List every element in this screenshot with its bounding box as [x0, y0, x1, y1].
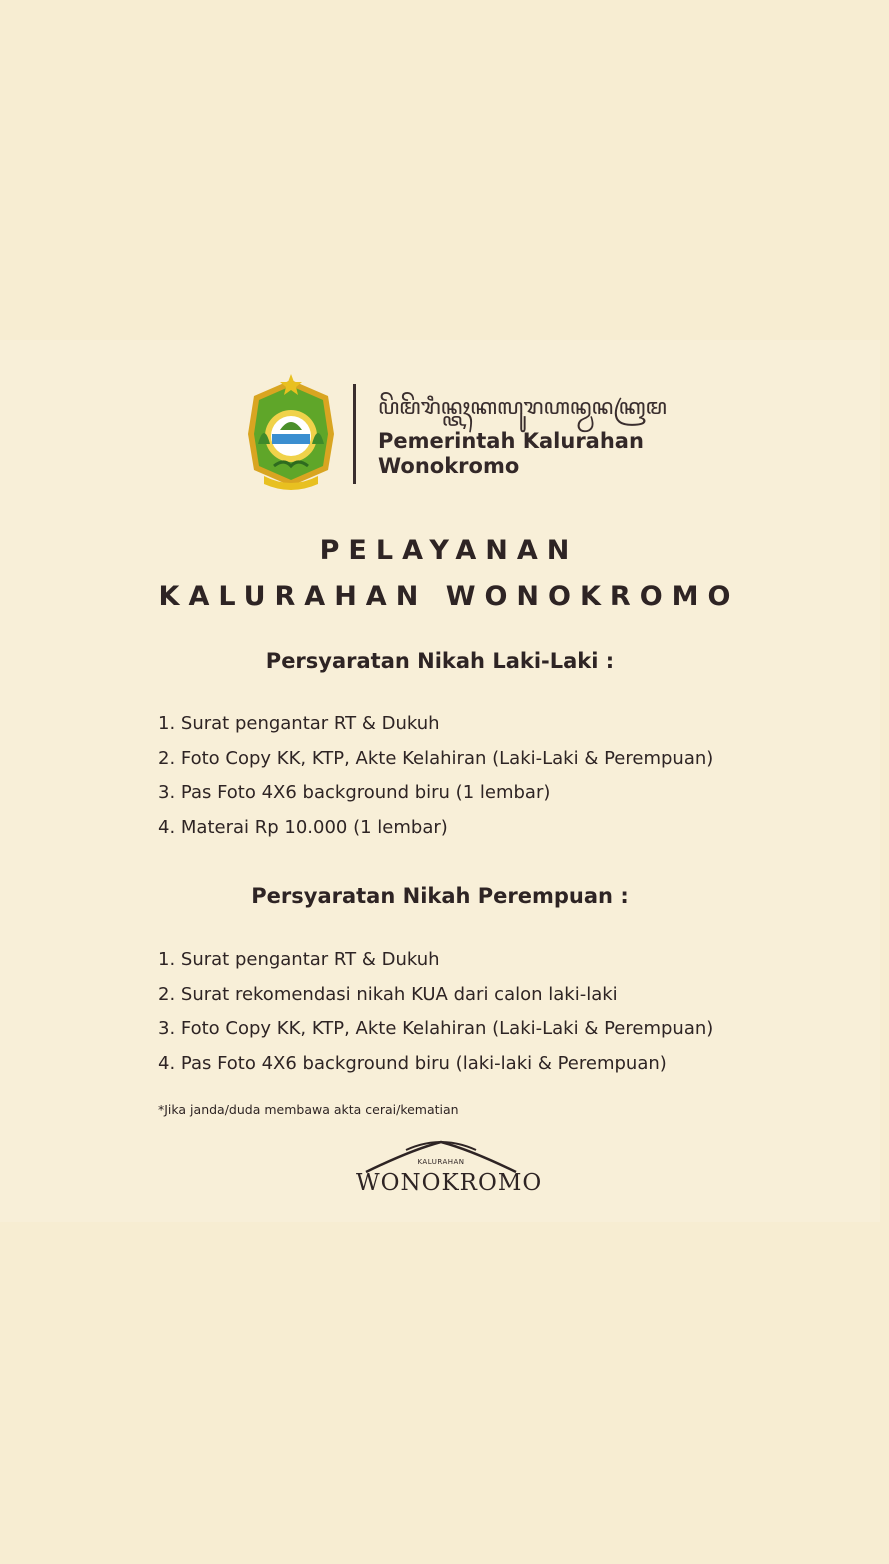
list-item: 2. Surat rekomendasi nikah KUA dari calon laki-laki [158, 983, 618, 1005]
government-name [378, 429, 644, 479]
header-divider [353, 384, 356, 484]
list-item: 4. Pas Foto 4X6 background biru (laki-laki & Perempuan) [158, 1052, 667, 1074]
footer-logo-big-text: WONOKROMO [356, 1170, 543, 1196]
page-title-line1: PELAYANAN [319, 535, 579, 566]
footnote: *Jika janda/duda membawa akta cerai/kematian [158, 1102, 459, 1117]
list-item: 3. Foto Copy KK, KTP, Akte Kelahiran (Laki-Laki & Perempuan) [158, 1018, 714, 1039]
header [244, 372, 667, 497]
male-requirements-heading: Persyaratan Nikah Laki-Laki : [265, 649, 615, 673]
list-item: 4. Materai Rp 10.000 (1 lembar) [158, 816, 448, 838]
regency-emblem-icon [244, 374, 338, 494]
javanese-script-icon [378, 386, 667, 428]
footer-logo-small-text: KALURAHAN [417, 1158, 465, 1166]
list-item: 2. Foto Copy KK, KTP, Akte Kelahiran (Laki-Laki & Perempuan) [158, 747, 714, 769]
svg-text:ꦥꦼꦩꦼꦫꦶꦤ꧀ꦠꦃꦏꦭꦸꦫꦲꦤ꧀ꦮꦤꦏꦿꦩ: ꦥꦼꦩꦼꦫꦶꦤ꧀ꦠꦃꦏꦭꦸꦫꦲꦤ꧀ꦮꦤꦏꦿꦩ [378, 395, 667, 420]
male-requirements-list [158, 709, 713, 847]
list-item: 1. Surat pengantar RT & Dukuh [158, 949, 440, 970]
gov-name-line2: Wonokromo [378, 454, 520, 478]
footer-logo [356, 1136, 543, 1204]
female-requirements-list [158, 945, 713, 1083]
list-item: 3. Pas Foto 4X6 background biru (1 lembar) [158, 782, 551, 803]
female-requirements-heading: Persyaratan Nikah Perempuan : [251, 884, 629, 908]
page-title-line2: KALURAHAN WONOKROMO [158, 581, 740, 612]
gov-name-line1: Pemerintah Kalurahan [378, 429, 644, 453]
list-item: 1. Surat pengantar RT & Dukuh [158, 713, 440, 734]
